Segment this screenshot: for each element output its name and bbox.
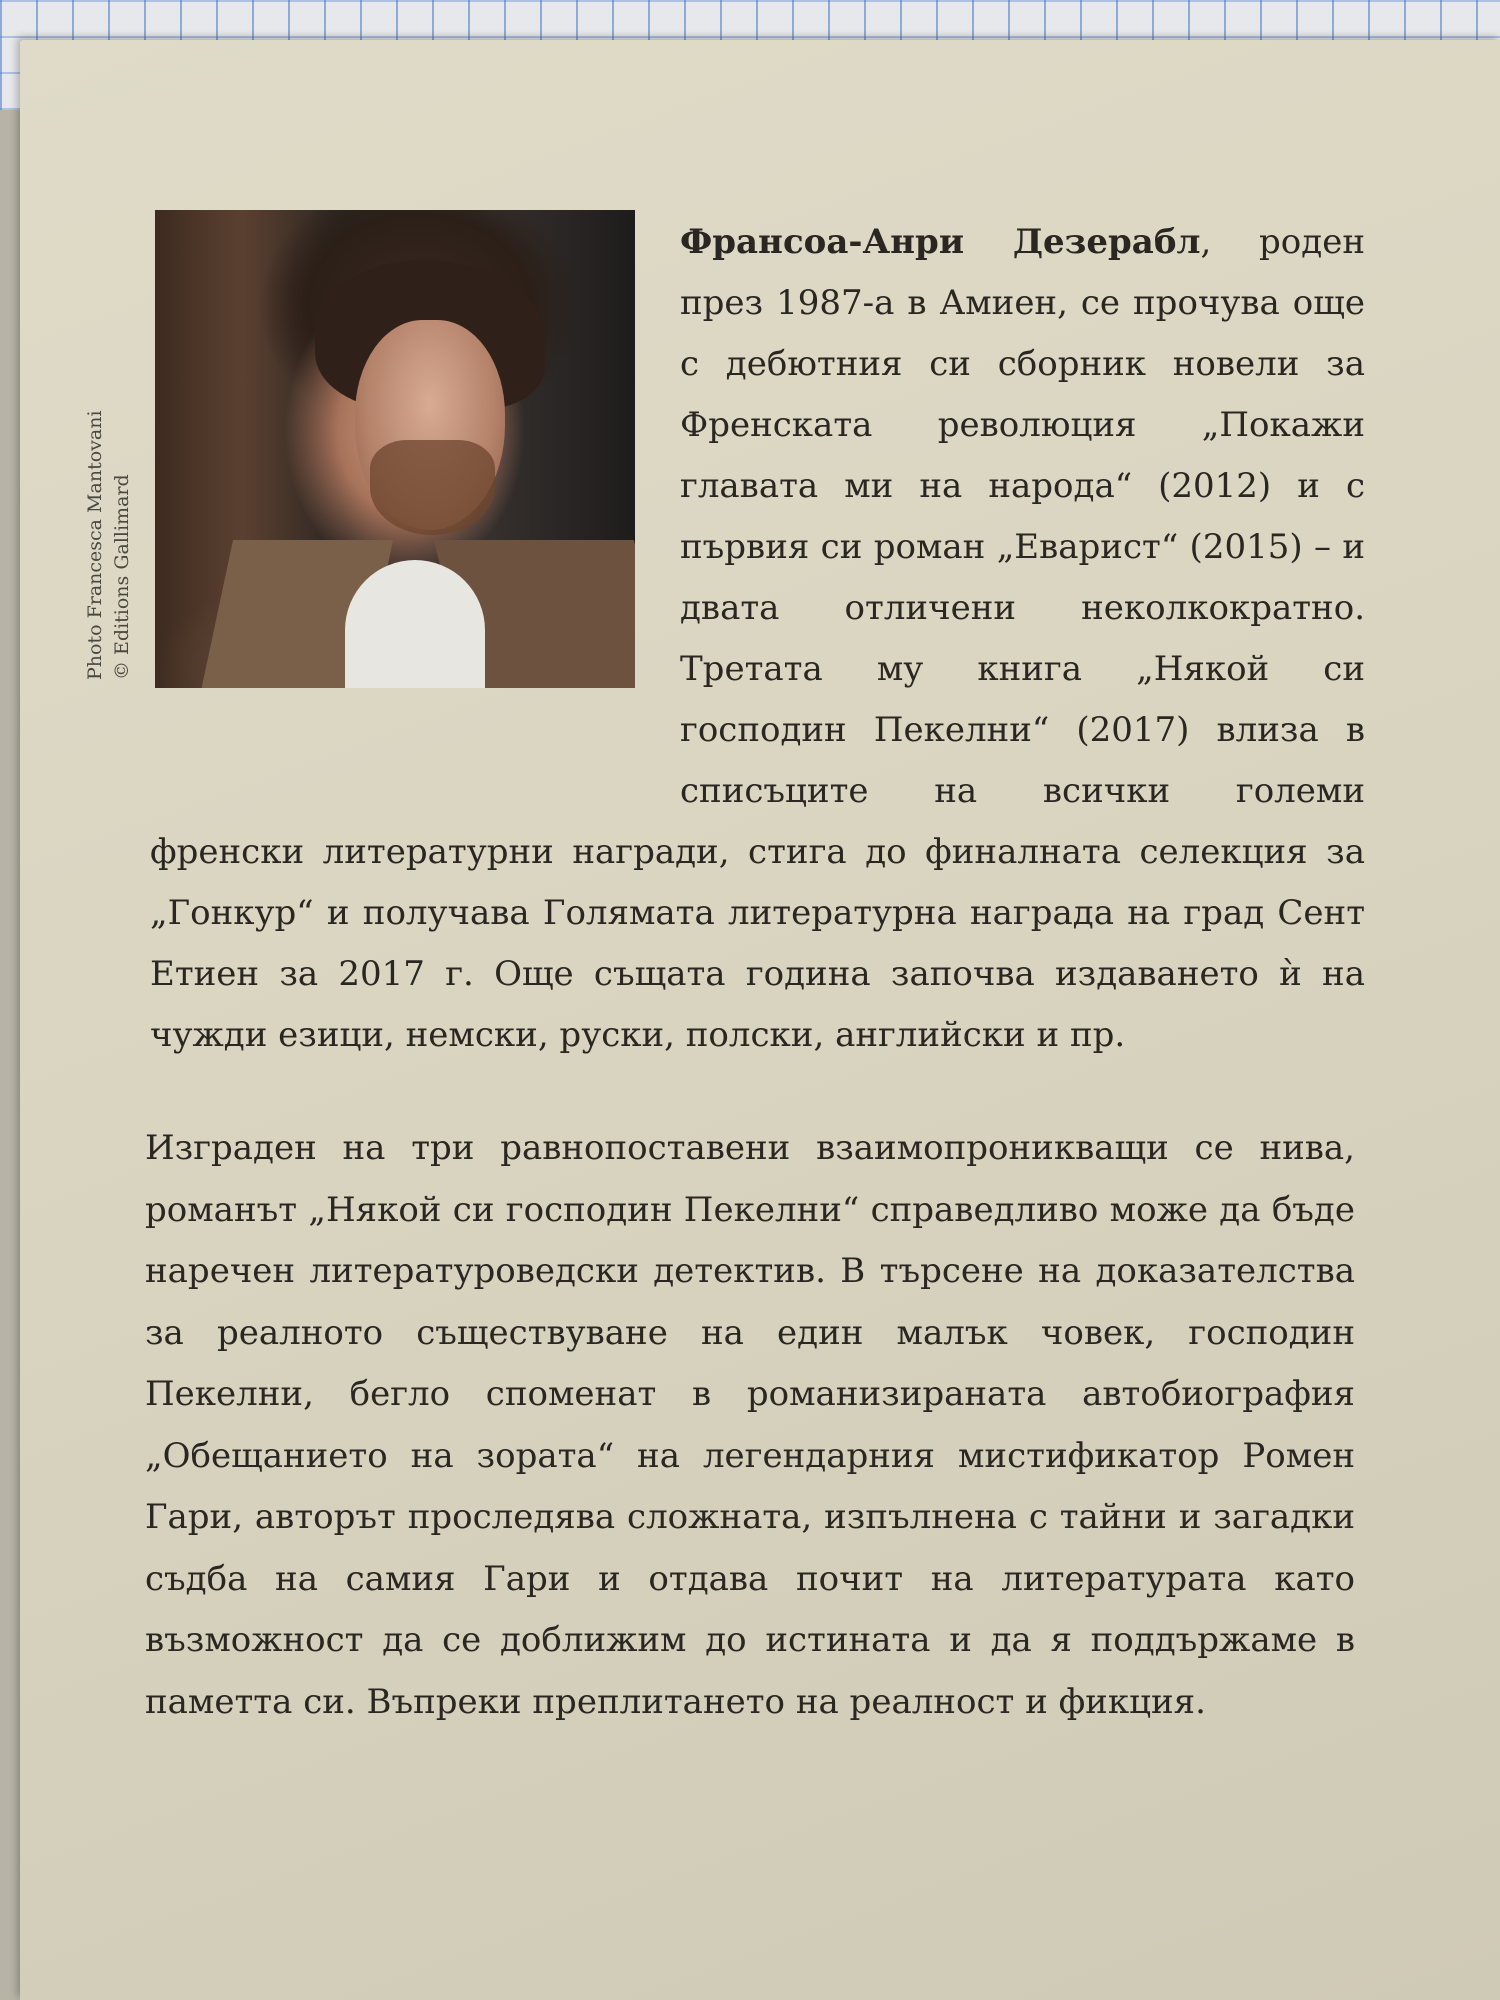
bio-text: , роден през 1987-а в Амиен, се прочува още с дебютния си сборник новели за Френската революция „Покажи главата ми на народа“ (2012) и с първия си роман „Еварист“ (2015) – и двата отличени неколкократно. Третата му книга „Някой си господин Пекелни“ (2017) влиза в списъците на всички големи френски литературни награди, стига до финалната селекция за „Гонкур“ и получава Голямата литературна награда на град Сент Етиен за 2017 г. Още същата година започва издаването ѝ на чужди езици, немски, руски, полски, английски и пр. — [150, 222, 1365, 1055]
photo-credit — [82, 320, 136, 680]
photo-credit-line2: © Editions Gallimard — [111, 474, 133, 680]
photo-credit-line1: Photo Francesca Mantovani — [84, 410, 106, 680]
summary-paragraph: Изграден на три равнопоставени взаимопроникващи се нива, романът „Някой си господин Пекелни“ справедливо може да бъде наречен литературоведски детектив. В търсене на доказателства за реалното съществуване на един малък човек, господин Пекелни, бегло споменат в романизираната автобиография „Обещанието на зората“ на легендарния мистификатор Ромен Гари, авторът проследява сложната, изпълнена с тайни и загадки съдба на самия Гари и отдава почит на литературата като възможност да се доближим до истината и да я поддържаме в паметта си. Въпреки преплитането на реалност и фикция. — [145, 1128, 1355, 1722]
author-bio — [150, 212, 1365, 1066]
book-summary — [145, 1118, 1355, 1733]
photo-spacer — [150, 212, 680, 772]
author-name: Франсоа-Анри Дезерабл — [680, 222, 1201, 262]
